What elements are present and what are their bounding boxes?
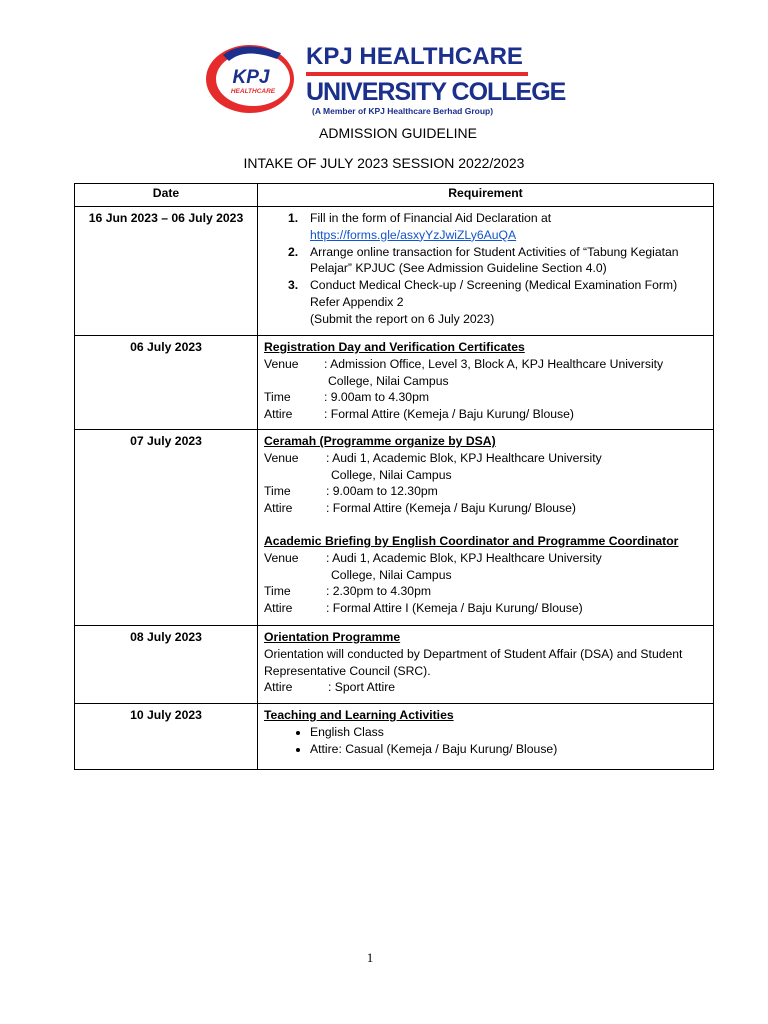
event-heading: Registration Day and Verification Certificates [264,340,525,354]
attire-label: Attire [264,680,293,695]
row-date: 08 July 2023 [75,626,258,704]
event-heading: Ceramah (Programme organize by DSA) [264,434,496,448]
venue-value-cont: College, Nilai Campus [331,467,452,482]
step-text: Fill in the form of Financial Aid Declaration at [310,211,552,225]
step-number: 2. [288,244,299,259]
row-requirement [258,626,714,704]
attire-value: : Formal Attire (Kemeja / Baju Kurung/ Blouse) [326,501,576,516]
attire-value-2: : Formal Attire I (Kemeja / Baju Kurung/ Blouse) [326,601,583,616]
row-requirement [258,336,714,430]
schedule-table [74,183,714,770]
time-label: Time [264,390,291,405]
row-date: 10 July 2023 [75,704,258,770]
list-item [288,277,707,327]
attire-label: Attire [264,601,293,616]
emblem-subtext: HEALTHCARE [230,88,276,95]
time-label: Time [264,584,291,599]
steps-list [264,210,707,328]
attire-value: : Formal Attire (Kemeja / Baju Kurung/ Blouse) [324,407,574,422]
kpj-logo-emblem [203,41,299,117]
header-date: Date [75,184,258,207]
venue-value-2: : Audi 1, Academic Blok, KPJ Healthcare University [326,550,602,565]
event-heading-2: Academic Briefing by English Coordinator and Programme Coordinator [264,533,679,548]
emblem-text: KPJ [232,67,270,88]
row-date: 06 July 2023 [75,336,258,430]
venue-value-cont: College, Nilai Campus [328,373,449,388]
list-item [288,244,707,278]
table-row [75,704,714,770]
step-number: 1. [288,211,299,225]
venue-label: Venue [264,550,299,565]
table-row [75,626,714,704]
table-header-row [75,184,714,207]
attire-label: Attire [264,407,293,422]
page-number: 1 [366,950,374,965]
financial-aid-form-link[interactable]: https://forms.gle/asxyYzJwiZLy6AuQA [310,227,517,242]
list-item: • Attire: Casual (Kemeja / Baju Kurung/ Blouse) [310,741,707,758]
time-value: : 9.00am to 4.30pm [324,390,430,405]
document-title: ADMISSION GUIDELINE [319,125,477,141]
venue-label: Venue [264,450,299,465]
venue-label: Venue [264,356,299,371]
logo-line3: (A Member of KPJ Healthcare Berhad Group) [312,106,494,116]
row-requirement [258,704,714,770]
table-row [75,336,714,430]
header-requirement: Requirement [258,184,714,207]
table-row [75,207,714,336]
event-description: Orientation will conducted by Department of Student Affair (DSA) and Student Representative Council (SRC). [264,646,683,678]
document-subtitle: INTAKE OF JULY 2023 SESSION 2022/2023 [243,155,525,171]
step-number: 3. [288,278,299,293]
step-note: (Submit the report on 6 July 2023) [310,311,495,326]
step-text: Conduct Medical Check-up / Screening (Medical Examination Form) Refer Appendix 2 [310,278,678,309]
venue-value: : Admission Office, Level 3, Block A, KPJ Healthcare University [324,356,664,371]
venue-value: : Audi 1, Academic Blok, KPJ Healthcare University [326,450,602,465]
activities-list [264,724,707,758]
logo-line2: UNIVERSITY COLLEGE [306,78,566,106]
event-heading: Teaching and Learning Activities [264,708,454,722]
row-date: 07 July 2023 [75,430,258,626]
logo-line1: KPJ HEALTHCARE [306,43,523,70]
time-label: Time [264,484,291,499]
venue-value-2-cont: College, Nilai Campus [331,567,452,582]
attire-value: : Sport Attire [328,680,396,695]
logo-wordmark [306,43,566,117]
time-value-2: : 2.30pm to 4.30pm [326,584,432,599]
list-item: • English Class [310,724,707,741]
row-requirement [258,207,714,336]
time-value: : 9.00am to 12.30pm [326,484,438,499]
list-item [288,210,707,244]
row-date: 16 Jun 2023 – 06 July 2023 [75,207,258,336]
step-text: Arrange online transaction for Student Activities of “Tabung Kegiatan Pelajar” KPJUC (See Admission Guideline Section 4.0) [310,244,679,276]
logo-divider [306,72,528,76]
row-requirement [258,430,714,626]
attire-label: Attire [264,501,293,516]
table-row [75,430,714,626]
event-heading: Orientation Programme [264,630,401,644]
